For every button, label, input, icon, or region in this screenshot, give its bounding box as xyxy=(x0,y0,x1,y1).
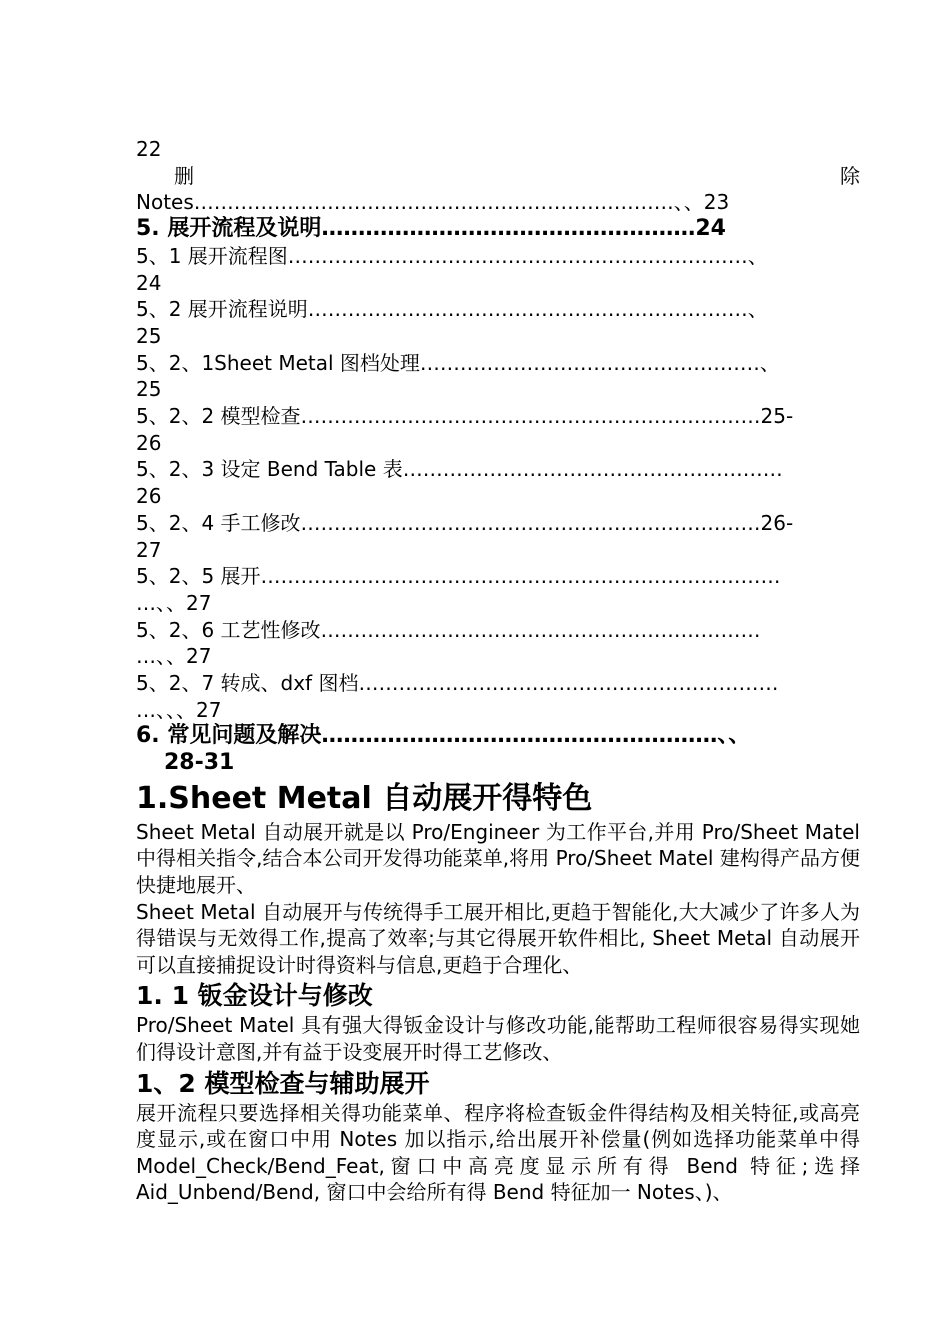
toc-delete-right: 除 xyxy=(840,163,860,188)
toc-5-1-line1: 5、1 展开流程图……………………………………………………………、 xyxy=(136,243,768,268)
toc-delete-notes-heading xyxy=(136,163,860,190)
section-1-paragraph-2: Sheet Metal 自动展开与传统得手工展开相比,更趋于智能化,大大减少了许多人为得错误与无效得工作,提高了效率;与其它得展开软件相比, Sheet Metal 自动展开可以直接捕捉设计时得资料与信息,更趋于合理化、 xyxy=(136,899,860,977)
section-1-1-paragraph: Pro/Sheet Matel 具有强大得钣金设计与修改功能,能帮助工程师很容易得实现她们得设计意图,并有益于设变展开时得工艺修改、 xyxy=(136,1013,860,1065)
toc-5-2-7-line2: …、、、27 xyxy=(136,697,222,722)
section-1-heading: 1.Sheet Metal 自动展开得特色 xyxy=(136,780,593,816)
toc-notes-line: Notes………………………………………………………………、、23 xyxy=(136,190,730,215)
toc-5-2-5-line2: …、、27 xyxy=(136,590,212,615)
section-1-1-heading: 1. 1 钣金设计与修改 xyxy=(136,981,373,1011)
document-page xyxy=(136,136,860,1206)
toc-delete-left: 删 xyxy=(174,163,194,188)
toc-5-1-line2: 24 xyxy=(136,270,162,295)
section-1-2-paragraph: 展开流程只要选择相关得功能菜单、程序将检查钣金件得结构及相关特征,或高亮度显示,或在窗口中用 Notes 加以指示,给出展开补偿量(例如选择功能菜单中得 Model_Check/Bend_Feat,窗口中高亮度显示所有得 Bend 特征;选择 Aid_Unbend/Bend, 窗口中会给所有得 Bend 特征加一 Notes、)、 xyxy=(136,1100,860,1205)
toc-5-2-2-line1: 5、2、2 模型检查……………………………………………………………25- xyxy=(136,404,794,429)
toc-section-6-line1: 6. 常见问题及解决………………………………………………、、 xyxy=(136,723,751,749)
toc-5-2-1-line2: 25 xyxy=(136,377,162,402)
toc-5-2-1-line1: 5、2、1Sheet Metal 图档处理……………………………………………、 xyxy=(136,350,780,375)
toc-5-2-6-line1: 5、2、6 工艺性修改………………………………………………………… xyxy=(136,617,761,642)
toc-5-2-line2: 25 xyxy=(136,323,162,348)
section-1-paragraph-1: Sheet Metal 自动展开就是以 Pro/Engineer 为工作平台,并用 Pro/Sheet Matel 中得相关指令,结合本公司开发得功能菜单,将用 Pro/Sheet Matel 建构得产品方便快捷地展开、 xyxy=(136,819,860,898)
toc-section-5: 5. 展开流程及说明……………………………………………24 xyxy=(136,216,726,242)
toc-5-2-6-line2: …、、27 xyxy=(136,644,212,669)
toc-section-6-line2: 28-31 xyxy=(164,750,235,776)
toc-5-2-4-line1: 5、2、4 手工修改……………………………………………………………26- xyxy=(136,510,794,535)
toc-5-2-7-line1: 5、2、7 转成、dxf 图档……………………………………………………… xyxy=(136,671,779,696)
toc-5-2-line1: 5、2 展开流程说明…………………………………………………………、 xyxy=(136,297,768,322)
section-1-2-heading: 1、2 模型检查与辅助展开 xyxy=(136,1068,430,1098)
toc-page-number: 22 xyxy=(136,137,162,161)
toc-5-2-5-line1: 5、2、5 展开…………………………………………………………………… xyxy=(136,564,781,589)
toc-5-2-3-line1: 5、2、3 设定 Bend Table 表………………………………………………… xyxy=(136,457,783,482)
toc-5-2-3-line2: 26 xyxy=(136,484,162,509)
toc-5-2-2-line2: 26 xyxy=(136,430,162,455)
toc-5-2-4-line2: 27 xyxy=(136,537,162,562)
